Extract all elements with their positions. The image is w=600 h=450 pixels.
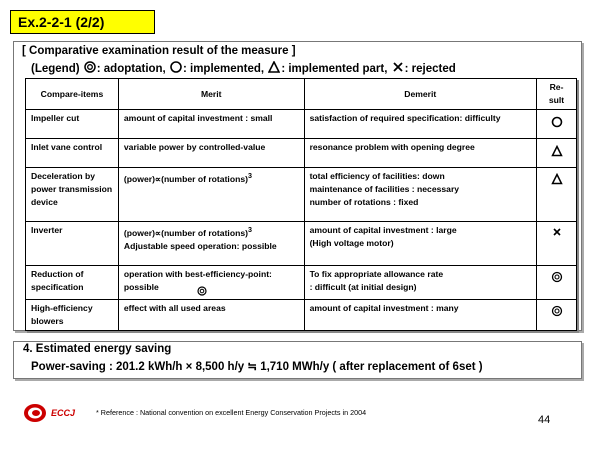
row-demerit: resonance problem with opening degree <box>304 139 536 168</box>
row-demerit: To fix appropriate allowance rate : difficult (at initial design) <box>304 266 536 300</box>
row-result <box>537 110 577 139</box>
row-result <box>537 139 577 168</box>
row-item: Impeller cut <box>26 110 119 139</box>
merit-power-formula: (power)∝(number of rotations)$^3$ <box>123 172 252 184</box>
legend-implemented: : implemented, <box>182 63 265 75</box>
cross-icon <box>392 61 404 73</box>
table-row <box>26 139 577 168</box>
row-result <box>537 300 577 331</box>
row-merit <box>118 266 304 300</box>
slide-title: Ex.2-2-1 (2/2) <box>10 10 155 34</box>
row-demerit: satisfaction of required specification: difficulty <box>304 110 536 139</box>
table-row <box>26 110 577 139</box>
cross-icon <box>552 227 562 237</box>
legend-implemented-part: : implemented part, <box>281 63 388 75</box>
logo-text: ECCJ <box>51 408 76 418</box>
double-circle-icon <box>551 271 563 283</box>
double-circle-icon <box>84 61 96 73</box>
row-merit <box>118 168 304 222</box>
legend-rejected: : rejected <box>404 63 456 75</box>
table-row <box>26 300 577 331</box>
section4-title: 4. Estimated energy saving <box>23 343 172 355</box>
legend-adoption: : adoptation, <box>96 63 166 75</box>
reference-note: * Reference : National convention on excellent Energy Conservation Projects in 2004 <box>96 408 367 417</box>
page-number: 44 <box>538 414 551 426</box>
double-circle-icon <box>551 305 563 317</box>
row-item: Inverter <box>26 222 119 266</box>
header-result: Re- sult <box>537 79 577 110</box>
row-item: Deceleration by power transmission device <box>26 168 119 222</box>
row-item: Reduction of specification <box>26 266 119 300</box>
table-row <box>26 168 577 222</box>
row-merit <box>118 222 304 266</box>
triangle-icon <box>268 61 280 73</box>
merit-text: operation with best-efficiency-point: possible <box>123 269 272 292</box>
row-demerit: amount of capital investment : many <box>304 300 536 331</box>
legend-prefix: (Legend) <box>31 63 80 75</box>
row-demerit: total efficiency of facilities: down maintenance of facilities : necessary number of rotations : fixed <box>304 168 536 222</box>
header-demerit: Demerit <box>304 79 536 110</box>
row-item: Inlet vane control <box>26 139 119 168</box>
circle-icon <box>170 61 182 73</box>
merit-adjustable-speed: Adjustable speed operation: possible <box>123 240 277 251</box>
double-circle-icon <box>197 286 207 296</box>
row-result <box>537 168 577 222</box>
table-header-row <box>26 79 577 110</box>
comparison-table <box>25 78 577 331</box>
row-result <box>537 222 577 266</box>
eccj-logo-icon <box>22 402 48 424</box>
legend <box>31 61 456 75</box>
row-merit: effect with all used areas <box>118 300 304 331</box>
triangle-icon <box>551 145 563 157</box>
row-merit: amount of capital investment : small <box>118 110 304 139</box>
merit-power-formula: (power)∝(number of rotations)$^3$ <box>123 226 252 238</box>
triangle-icon <box>551 173 563 185</box>
row-result <box>537 266 577 300</box>
table-row <box>26 222 577 266</box>
header-merit: Merit <box>118 79 304 110</box>
header-compare-items: Compare-items <box>26 79 119 110</box>
circle-icon <box>551 116 563 128</box>
power-saving-text: Power-saving : 201.2 kWh/h × 8,500 h/y ≒ 1,710 MWh/y ( after replacement of 6set ) <box>31 361 483 373</box>
row-item: High-efficiency blowers <box>26 300 119 331</box>
row-demerit: amount of capital investment : large (High voltage motor) <box>304 222 536 266</box>
table-row <box>26 266 577 300</box>
row-merit: variable power by controlled-value <box>118 139 304 168</box>
comparison-heading: [ Comparative examination result of the measure ] <box>22 45 296 57</box>
